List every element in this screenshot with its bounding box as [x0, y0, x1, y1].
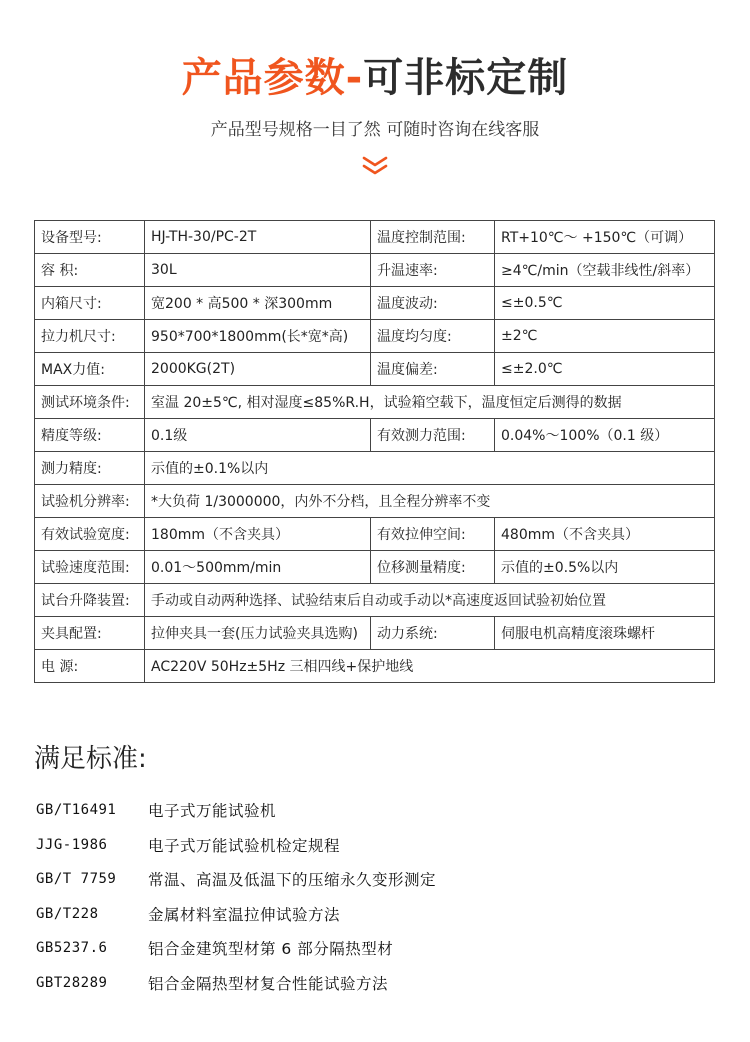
standards-heading: 满足标准: [34, 744, 147, 774]
list-item [36, 931, 716, 966]
list-item [36, 793, 716, 828]
list-item [36, 966, 716, 1001]
param-label: 拉力机尺寸: [35, 320, 145, 353]
list-item [36, 828, 716, 863]
param-value: 拉伸夹具一套(压力试验夹具选购) [145, 617, 371, 650]
param-value: 0.01～500mm/min [145, 551, 371, 584]
page-title [0, 52, 750, 104]
double-chevron-down-icon [361, 155, 389, 177]
table-row [35, 386, 715, 419]
param-value: ≥4℃/min（空载非线性/斜率） [495, 254, 715, 287]
param-value: 950*700*1800mm(长*宽*高) [145, 320, 371, 353]
param-label: 温度均匀度: [371, 320, 495, 353]
param-value: 0.1级 [145, 419, 371, 452]
table-row [35, 353, 715, 386]
title-rest: 可非标定制 [363, 55, 569, 101]
table-row [35, 650, 715, 683]
table-row [35, 419, 715, 452]
table-row [35, 452, 715, 485]
params-table [34, 220, 715, 683]
title-highlight: 产品参数- [181, 55, 364, 101]
standard-code: GBT28289 [36, 974, 108, 991]
standard-name: 金属材料室温拉伸试验方法 [148, 905, 341, 924]
param-label: 试台升降装置: [35, 584, 145, 617]
standard-code: JJG-1986 [36, 836, 108, 853]
standard-name: 铝合金建筑型材第 6 部分隔热型材 [148, 940, 394, 959]
param-value: 手动或自动两种选择、试验结束后自动或手动以*高速度返回试验初始位置 [145, 584, 715, 617]
param-label: 试验机分辨率: [35, 485, 145, 518]
table-row [35, 518, 715, 551]
param-value: AC220V 50Hz±5Hz 三相四线+保护地线 [145, 650, 715, 683]
param-value: ≤±2.0℃ [495, 353, 715, 386]
standard-code: GB/T16491 [36, 802, 117, 819]
standard-name: 常温、高温及低温下的压缩永久变形测定 [148, 871, 437, 890]
table-row [35, 320, 715, 353]
param-value: 室温 20±5℃, 相对湿度≤85%R.H，试验箱空载下，温度恒定后测得的数据 [145, 386, 715, 419]
param-value: *大负荷 1/3000000，内外不分档，且全程分辨率不变 [145, 485, 715, 518]
param-label: 试验速度范围: [35, 551, 145, 584]
list-item [36, 897, 716, 932]
list-item [36, 862, 716, 897]
param-label: 设备型号: [35, 221, 145, 254]
param-value: ≤±0.5℃ [495, 287, 715, 320]
param-label: 有效测力范围: [371, 419, 495, 452]
param-label: 有效拉伸空间: [371, 518, 495, 551]
table-row [35, 551, 715, 584]
param-label: 动力系统: [371, 617, 495, 650]
param-label: 容 积: [35, 254, 145, 287]
header [0, 52, 750, 142]
param-value: 示值的±0.5%以内 [495, 551, 715, 584]
param-label: 温度偏差: [371, 353, 495, 386]
param-value: HJ-TH-30/PC-2T [145, 221, 371, 254]
param-label: 温度波动: [371, 287, 495, 320]
param-value: RT+10℃～ +150℃（可调） [495, 221, 715, 254]
param-label: 夹具配置: [35, 617, 145, 650]
standard-code: GB5237.6 [36, 940, 108, 957]
param-label: 位移测量精度: [371, 551, 495, 584]
param-label: MAX力值: [35, 353, 145, 386]
param-value: 0.04%～100%（0.1 级） [495, 419, 715, 452]
param-label: 内箱尺寸: [35, 287, 145, 320]
param-value: 480mm（不含夹具） [495, 518, 715, 551]
param-label: 测力精度: [35, 452, 145, 485]
table-row [35, 617, 715, 650]
param-value: 宽200 * 高500 * 深300mm [145, 287, 371, 320]
standard-name: 铝合金隔热型材复合性能试验方法 [148, 974, 389, 993]
standard-name: 电子式万能试验机 [148, 802, 277, 821]
param-value: 30L [145, 254, 371, 287]
param-value: 示值的±0.1%以内 [145, 452, 715, 485]
param-label: 有效试验宽度: [35, 518, 145, 551]
param-label: 测试环境条件: [35, 386, 145, 419]
standard-code: GB/T228 [36, 905, 99, 922]
standards-list [36, 793, 716, 1000]
param-value: 伺服电机高精度滚珠螺杆 [495, 617, 715, 650]
table-row [35, 287, 715, 320]
param-value: 180mm（不含夹具） [145, 518, 371, 551]
table-row [35, 221, 715, 254]
table-row [35, 485, 715, 518]
standard-code: GB/T 7759 [36, 871, 117, 888]
param-label: 温度控制范围: [371, 221, 495, 254]
page-subtitle: 产品型号规格一目了然 可随时咨询在线客服 [210, 120, 540, 140]
table-row [35, 584, 715, 617]
param-value: 2000KG(2T) [145, 353, 371, 386]
param-value: ±2℃ [495, 320, 715, 353]
standard-name: 电子式万能试验机检定规程 [148, 836, 341, 855]
table-row [35, 254, 715, 287]
param-label: 电 源: [35, 650, 145, 683]
param-label: 升温速率: [371, 254, 495, 287]
param-label: 精度等级: [35, 419, 145, 452]
